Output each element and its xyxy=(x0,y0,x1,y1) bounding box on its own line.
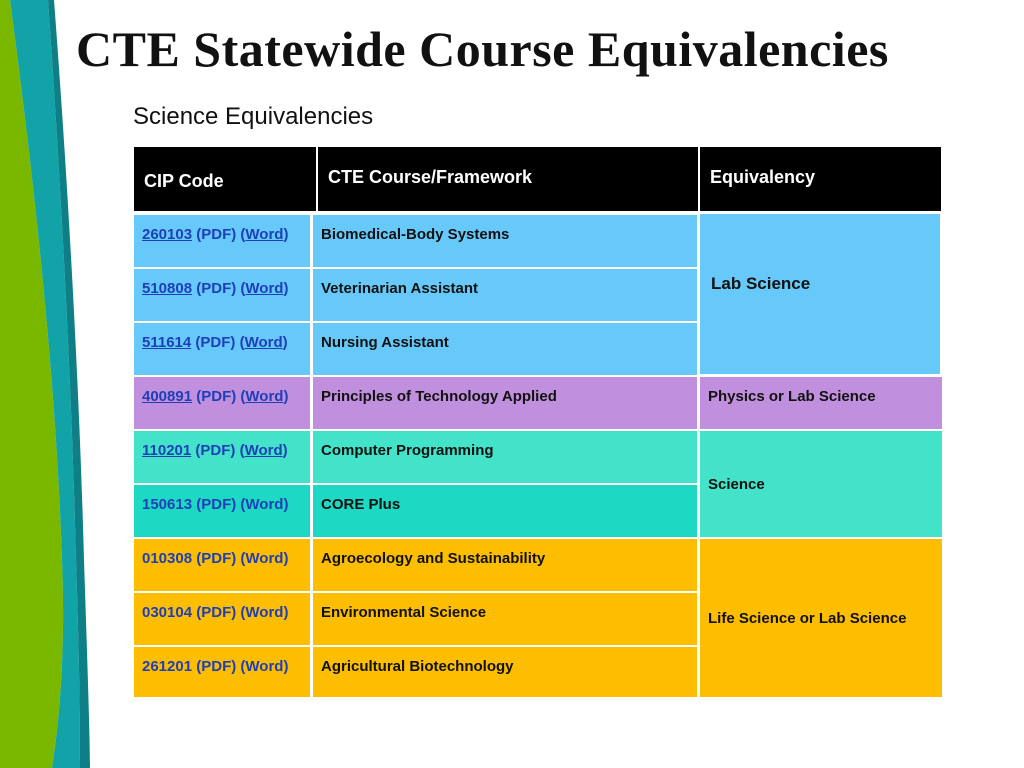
word-label: (Word) xyxy=(240,550,289,567)
equivalency-lab-science: Lab Science xyxy=(700,214,940,374)
section-subtitle: Science Equivalencies xyxy=(133,103,374,130)
cip-code-link[interactable]: 511614 xyxy=(142,334,192,351)
page-title: CTE Statewide Course Equivalencies xyxy=(76,21,889,77)
cip-code-link[interactable]: 510808 xyxy=(142,280,193,297)
table-row-cip: 511614 (PDF) (Word) xyxy=(134,323,310,375)
table-row-cip xyxy=(134,647,310,697)
table-row-course: Veterinarian Assistant xyxy=(313,269,697,321)
table-row-course: Computer Programming xyxy=(313,431,697,483)
word-link[interactable]: Word xyxy=(244,334,283,351)
cip-code-link[interactable]: 400891 xyxy=(142,388,193,405)
pdf-label[interactable]: (PDF) xyxy=(196,280,237,297)
table-row-cip xyxy=(134,485,310,537)
word-link[interactable]: Word xyxy=(245,388,284,405)
word-label: (Word) xyxy=(240,496,289,513)
pdf-label[interactable]: (PDF) xyxy=(196,388,237,405)
table-row-cip xyxy=(134,539,310,591)
cip-code: 030104 xyxy=(142,604,193,621)
cip-code-link[interactable]: 110201 xyxy=(142,442,192,459)
header-cip-code: CIP Code xyxy=(134,147,316,211)
table-row-cip: 110201 (PDF) (Word) xyxy=(134,431,310,483)
decorative-swoosh xyxy=(0,0,120,768)
word-label: (Word) xyxy=(240,604,289,621)
pdf-label: (PDF) xyxy=(196,496,237,513)
table-row-course: Nursing Assistant xyxy=(313,323,697,375)
word-link[interactable]: Word xyxy=(244,442,283,459)
pdf-label: (PDF) xyxy=(196,550,237,567)
table-row-cip: 400891 (PDF) (Word) xyxy=(134,377,310,429)
header-cte-course: CTE Course/Framework xyxy=(318,147,698,211)
word-label: (Word) xyxy=(240,658,289,675)
equivalency-life-science: Life Science or Lab Science xyxy=(700,539,942,697)
table-row-cip: 260103 (PDF) (Word) xyxy=(134,215,310,267)
table-row-cip: 510808 (PDF) (Word) xyxy=(134,269,310,321)
equivalency-physics: Physics or Lab Science xyxy=(700,377,942,429)
table-row-course: Environmental Science xyxy=(313,593,697,645)
pdf-label: (PDF) xyxy=(196,658,237,675)
word-link[interactable]: Word xyxy=(245,280,284,297)
table-row-course: Agroecology and Sustainability xyxy=(313,539,697,591)
pdf-label: (PDF) xyxy=(196,604,237,621)
cip-code: 010308 xyxy=(142,550,193,567)
pdf-label[interactable]: (PDF) xyxy=(196,226,237,243)
table-row-cip xyxy=(134,593,310,645)
table-row-course: CORE Plus xyxy=(313,485,697,537)
cip-code: 261201 xyxy=(142,658,193,675)
cip-code-link[interactable]: 260103 xyxy=(142,226,193,243)
table-row-course: Biomedical-Body Systems xyxy=(313,215,697,267)
word-link[interactable]: Word xyxy=(245,226,284,243)
cip-code: 150613 xyxy=(142,496,193,513)
table-row-course: Principles of Technology Applied xyxy=(313,377,697,429)
equivalency-science: Science xyxy=(700,431,942,537)
header-equivalency: Equivalency xyxy=(700,147,941,211)
pdf-label[interactable]: (PDF) xyxy=(195,334,236,351)
pdf-label[interactable]: (PDF) xyxy=(195,442,236,459)
table-row-course: Agricultural Biotechnology xyxy=(313,647,697,697)
